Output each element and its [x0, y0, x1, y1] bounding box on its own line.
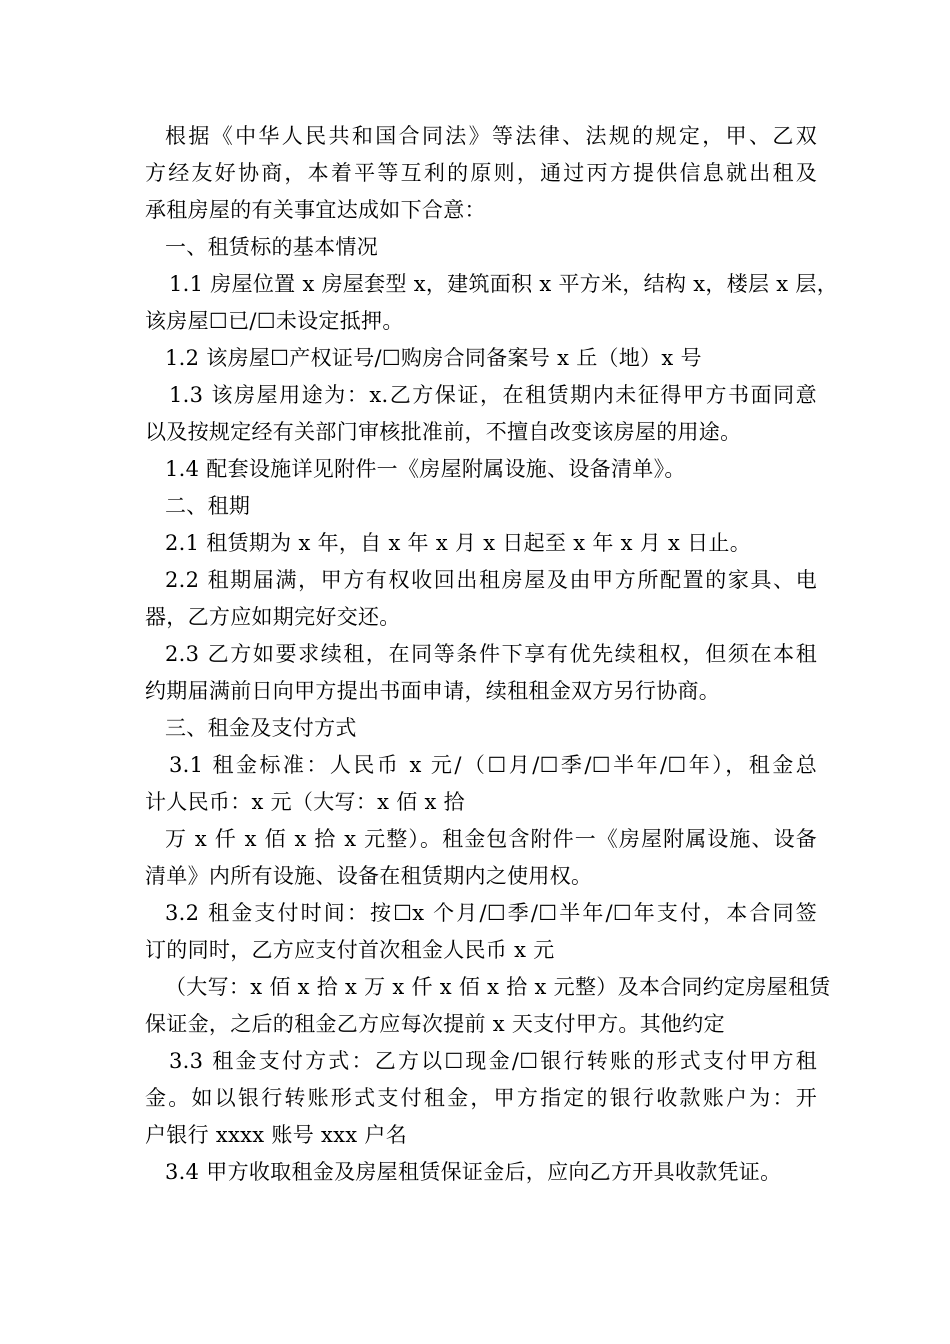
contract-body: [145, 118, 838, 1191]
paragraph-line: 1.3 该房屋用途为：x.乙方保证，在租赁期内未征得甲方书面同意: [169, 383, 817, 407]
paragraph-line: 以及按规定经有关部门审核批准前，不擅自改变该房屋的用途。: [145, 420, 742, 444]
paragraph-line: 3.2 租金支付时间：按☐x 个月/☐季/☐半年/☐年支付，本合同签: [165, 901, 817, 925]
paragraph-line: 万 x 仟 x 佰 x 拾 x 元整）。租金包含附件一《房屋附属设施、设备: [165, 827, 817, 851]
paragraph-line: 约期届满前日向甲方提出书面申请，续租租金双方另行协商。: [145, 679, 721, 703]
paragraph-line: 计人民币：x 元（大写：x 佰 x 拾: [145, 790, 465, 814]
paragraph-line: 器，乙方应如期完好交还。: [145, 605, 401, 629]
section-heading: 二、租期: [165, 494, 251, 518]
paragraph-line: 1.4 配套设施详见附件一《房屋附属设施、设备清单》。: [165, 457, 686, 481]
paragraph-line: 1.2 该房屋☐产权证号/☐购房合同备案号 x 丘（地）x 号: [165, 346, 702, 370]
paragraph-line: 2.2 租期届满，甲方有权收回出租房屋及由甲方所配置的家具、电: [165, 568, 817, 592]
paragraph-line: 方经友好协商，本着平等互利的原则，通过丙方提供信息就出租及: [145, 161, 817, 185]
paragraph-line: 承租房屋的有关事宜达成如下合意：: [145, 198, 486, 222]
paragraph-line: 1.1 房屋位置 x 房屋套型 x，建筑面积 x 平方米，结构 x，楼层 x 层，: [169, 272, 838, 296]
paragraph-line: 金。如以银行转账形式支付租金，甲方指定的银行收款账户为：开: [145, 1086, 817, 1110]
paragraph-line: 订的同时，乙方应支付首次租金人民币 x 元: [145, 938, 555, 962]
paragraph-line: 2.3 乙方如要求续租，在同等条件下享有优先续租权，但须在本租: [165, 642, 817, 666]
paragraph-line: 3.3 租金支付方式：乙方以☐现金/☐银行转账的形式支付甲方租: [169, 1049, 817, 1073]
paragraph-line: 2.1 租赁期为 x 年，自 x 年 x 月 x 日起至 x 年 x 月 x 日止。: [165, 531, 752, 555]
paragraph-line: 清单》内所有设施、设备在租赁期内之使用权。: [145, 864, 593, 888]
paragraph-line: 3.4 甲方收取租金及房屋租赁保证金后，应向乙方开具收款凭证。: [165, 1160, 782, 1184]
paragraph-line: 3.1 租金标准：人民币 x 元/（☐月/☐季/☐半年/☐年），租金总: [169, 753, 817, 777]
paragraph-line: 根据《中华人民共和国合同法》等法律、法规的规定，甲、乙双: [165, 124, 817, 148]
paragraph-line: （大写：x 佰 x 拾 x 万 x 仟 x 佰 x 拾 x 元整）及本合同约定房屋租赁: [165, 975, 831, 999]
paragraph-line: 户银行 xxxx 账号 xxx 户名: [145, 1123, 408, 1147]
section-heading: 一、租赁标的基本情况: [165, 235, 378, 259]
section-heading: 三、租金及支付方式: [165, 716, 357, 740]
paragraph-line: 该房屋☐已/☐未设定抵押。: [145, 309, 404, 333]
paragraph-line: 保证金，之后的租金乙方应每次提前 x 天支付甲方。其他约定: [145, 1012, 725, 1036]
